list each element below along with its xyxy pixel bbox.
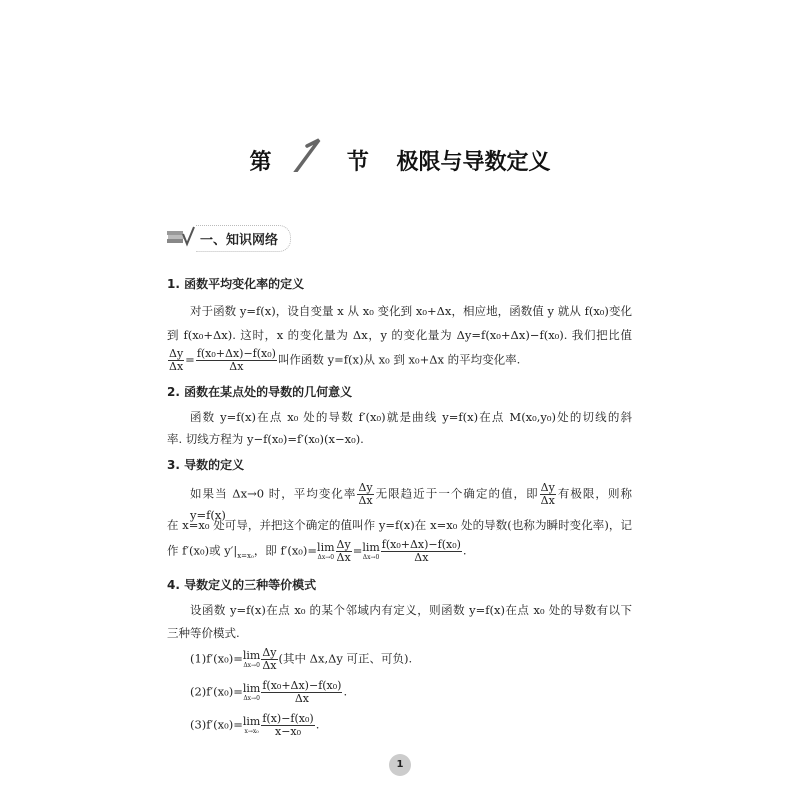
denominator: Δx (229, 360, 244, 373)
equals: = (185, 352, 195, 367)
numerator: f(x₀+Δx)−f(x₀) (262, 679, 342, 692)
limit (362, 542, 379, 561)
period: . (462, 543, 467, 558)
lim-text: lim (242, 715, 261, 728)
limit (243, 650, 260, 669)
p1-line2: 到 f(x₀+Δx). 这时，x 的变化量为 Δx，y 的变化量为 Δy=f(x₀+Δx)−f(x₀). 我们把比值 (167, 328, 632, 342)
denominator: Δx (169, 360, 184, 373)
lim-text: lim (242, 682, 261, 695)
p3-line2: 在 x=x₀ 处可导，并把这个确定的值叫作 y=f(x)在 x=x₀ 处的导数(也称为瞬时变化率)，记 (167, 518, 632, 532)
heading-1: 1. 函数平均变化率的定义 (167, 277, 305, 291)
text: 有极限，则称 y=f(x) (190, 486, 633, 522)
p2-line2: 率. 切线方程为 y−f(x₀)=f′(x₀)(x−x₀). (167, 432, 364, 446)
limit (243, 716, 260, 735)
limit (317, 542, 334, 561)
fraction (540, 482, 556, 507)
title-suffix: 节 (346, 150, 369, 175)
text: 无限趋近于一个确定的值，即 (374, 486, 539, 501)
denominator: x−x₀ (274, 725, 302, 738)
page-number: 1 (389, 754, 411, 776)
denominator: Δx (358, 494, 373, 507)
fraction (381, 539, 462, 564)
mode-2 (167, 680, 632, 705)
heading-2: 2. 函数在某点处的导数的几何意义 (167, 385, 353, 399)
fraction (261, 680, 342, 705)
text: ，即 f′(x₀)= (253, 543, 318, 558)
text: . (315, 717, 320, 732)
text: 叫作函数 y=f(x)从 x₀ 到 x₀+Δx 的平均变化率. (277, 352, 521, 367)
p4-line2: 三种等价模式. (167, 626, 240, 640)
section-header (166, 225, 291, 251)
denominator: Δx (414, 551, 429, 564)
numerator: f(x)−f(x₀) (262, 712, 314, 725)
text: 如果当 Δx→0 时，平均变化率 (190, 486, 357, 501)
numerator: Δy (262, 646, 277, 659)
fraction (168, 348, 184, 373)
numerator: Δy (540, 481, 555, 494)
text: (2)f′(x₀)= (190, 684, 243, 699)
subscript: x=x₀ (237, 551, 254, 560)
denominator: Δx (262, 659, 277, 672)
limit (243, 683, 260, 702)
p2-line1: 函数 y=f(x)在点 x₀ 处的导数 f′(x₀)就是曲线 y=f(x)在点 M(x₀,y₀)处的切线的斜 (190, 410, 632, 424)
numerator: f(x₀+Δx)−f(x₀) (196, 347, 276, 360)
heading-3: 3. 导数的定义 (167, 458, 245, 472)
text: . (343, 684, 348, 699)
p3-line3 (167, 539, 632, 564)
p4-line1: 设函数 y=f(x)在点 x₀ 的某个邻域内有定义，则函数 y=f(x)在点 x₀ 处的导数有以下 (190, 603, 632, 617)
lim-text: lim (362, 541, 380, 554)
p1-line3 (167, 348, 632, 373)
mode-3 (167, 713, 632, 738)
fraction (261, 647, 277, 672)
text: 作 f′(x₀)或 y′| (167, 543, 238, 558)
title-text: 极限与导数定义 (396, 150, 551, 175)
denominator: Δx (540, 494, 555, 507)
numerator: f(x₀+Δx)−f(x₀) (381, 538, 461, 551)
numerator: Δy (169, 347, 184, 360)
text: (3)f′(x₀)= (190, 717, 243, 732)
fraction (261, 713, 314, 738)
fraction (196, 348, 277, 373)
title-prefix: 第 (249, 150, 272, 175)
lim-sub: Δx→0 (243, 662, 260, 669)
mode-1 (167, 647, 632, 672)
text: (其中 Δx,Δy 可正、可负). (278, 651, 413, 666)
books-check-icon (166, 225, 196, 251)
equals: = (352, 543, 363, 558)
section-title (0, 145, 800, 178)
lim-sub: Δx→0 (317, 554, 335, 561)
lim-sub: x→x₀ (244, 728, 259, 735)
lim-sub: Δx→0 (362, 554, 380, 561)
chapter-number-brush (279, 148, 339, 178)
numerator: Δy (358, 481, 373, 494)
fraction (357, 482, 373, 507)
denominator: Δx (294, 692, 309, 705)
lim-text: lim (317, 541, 335, 554)
numerator: Δy (336, 538, 351, 551)
section-label: 一、知识网络 (196, 225, 291, 252)
denominator: Δx (336, 551, 351, 564)
p1-line1: 对于函数 y=f(x)，设自变量 x 从 x₀ 变化到 x₀+Δx，相应地，函数值 y 就从 f(x₀)变化 (190, 304, 632, 318)
lim-text: lim (242, 649, 261, 662)
fraction (336, 539, 352, 564)
heading-4: 4. 导数定义的三种等价模式 (167, 578, 317, 592)
text: (1)f′(x₀)= (190, 651, 243, 666)
lim-sub: Δx→0 (243, 695, 260, 702)
